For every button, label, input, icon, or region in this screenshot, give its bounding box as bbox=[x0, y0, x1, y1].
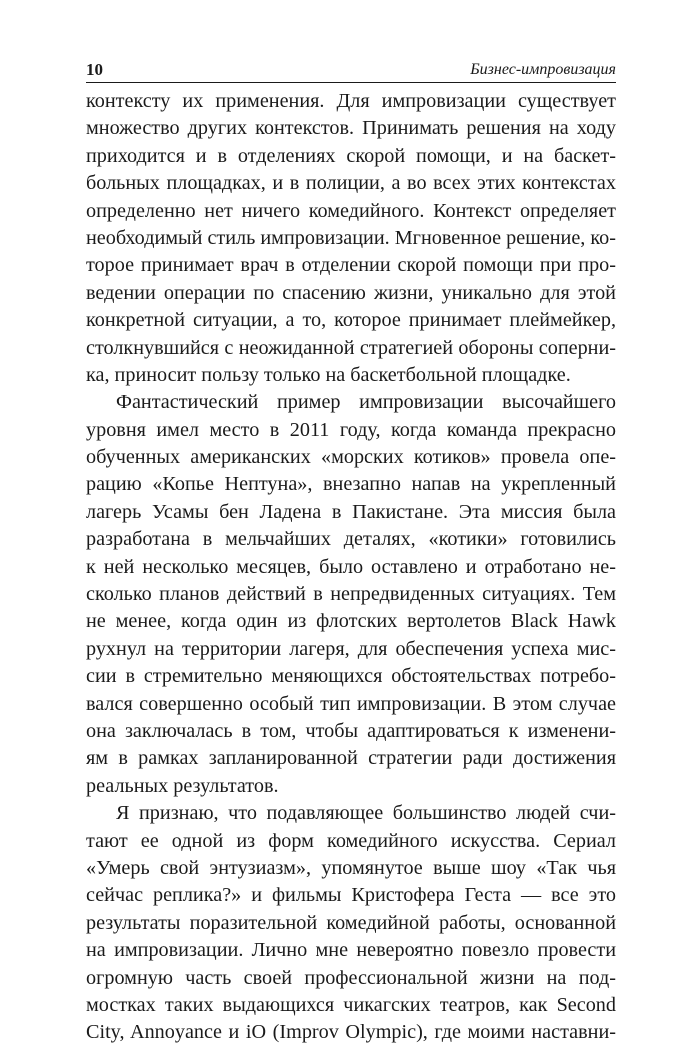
text-line: она заключалась в том, чтобы адаптироваться к изменени- bbox=[86, 719, 616, 742]
text-line: ведении операции по спасению жизни, уникально для этой bbox=[86, 281, 616, 304]
running-title: Бизнес-импровизация bbox=[470, 61, 616, 78]
text-line: на импровизации. Лично мне невероятно повезло провести bbox=[86, 939, 616, 962]
text-line: определенно нет ничего комедийного. Контекст определяет bbox=[86, 199, 616, 222]
text-line: мостках таких выдающихся чикагских театров, как Second bbox=[86, 993, 616, 1016]
text-line: Фантастический пример импровизации высочайшего bbox=[116, 391, 616, 414]
text-line: тают ее одной из форм комедийного искусства. Сериал bbox=[86, 829, 616, 852]
body-text bbox=[86, 88, 616, 1047]
text-line: к ней несколько месяцев, было оставлено и отработано не- bbox=[86, 555, 616, 578]
text-line: контексту их применения. Для импровизации существует bbox=[86, 90, 616, 112]
text-line: уровня имел место в 2011 году, когда команда прекрасно bbox=[86, 418, 616, 441]
paragraph-1 bbox=[86, 88, 616, 389]
paragraph-3 bbox=[86, 800, 616, 1047]
text-line: «Умерь свой энтузиазм», упомянутое выше шоу «Так чья bbox=[86, 856, 616, 879]
text-line: множество других контекстов. Принимать решения на ходу bbox=[86, 117, 616, 140]
running-header bbox=[86, 58, 616, 83]
page-number: 10 bbox=[86, 60, 103, 79]
text-line: сейчас реплика?» и фильмы Кристофера Геста — все это bbox=[86, 884, 616, 907]
text-line: результаты поразительной комедийной работы, основанной bbox=[86, 911, 616, 934]
text-line: ям в рамках запланированной стратегии ради достижения bbox=[86, 747, 616, 770]
text-line: лагерь Усамы бен Ладена в Пакистане. Эта миссия была bbox=[86, 500, 616, 523]
text-line: разработана в мельчайших деталях, «котики» готовились bbox=[86, 528, 616, 551]
text-line: рацию «Копье Нептуна», внезапно напав на укрепленный bbox=[86, 473, 616, 496]
text-line: рухнул на территории лагеря, для обеспечения успеха мис- bbox=[86, 637, 616, 660]
text-line: обученных американских «морских котиков» провела опе- bbox=[86, 446, 616, 469]
text-line: Я признаю, что подавляющее большинство людей счи- bbox=[116, 802, 616, 825]
text-line: огромную часть своей профессиональной жизни на под- bbox=[86, 966, 616, 989]
text-line: вался совершенно особый тип импровизации. В этом случае bbox=[86, 692, 616, 715]
text-line: City, Annoyance и iO (Improv Olympic), где моими наставни- bbox=[86, 1021, 616, 1044]
text-line: сии в стремительно меняющихся обстоятельствах потребо- bbox=[86, 665, 616, 688]
text-line: ка, приносит пользу только на баскетбольной площадке. bbox=[86, 363, 571, 386]
text-line: приходится и в отделениях скорой помощи, и на баскет- bbox=[86, 144, 616, 167]
text-line: конкретной ситуации, а то, которое принимает плеймейкер, bbox=[86, 309, 616, 332]
text-line: реальных результатов. bbox=[86, 774, 279, 797]
paragraph-2 bbox=[86, 389, 616, 800]
text-line: необходимый стиль импровизации. Мгновенное решение, ко- bbox=[86, 226, 616, 249]
text-line: сколько планов действий в непредвиденных ситуациях. Тем bbox=[86, 583, 616, 606]
text-line: торое принимает врач в отделении скорой помощи при про- bbox=[86, 254, 616, 277]
text-line: больных площадках, и в полиции, а во всех этих контекстах bbox=[86, 172, 616, 195]
text-line: не менее, когда один из флотских вертолетов Black Hawk bbox=[86, 610, 616, 633]
text-line: столкнувшийся с неожиданной стратегией обороны соперни- bbox=[86, 336, 616, 359]
